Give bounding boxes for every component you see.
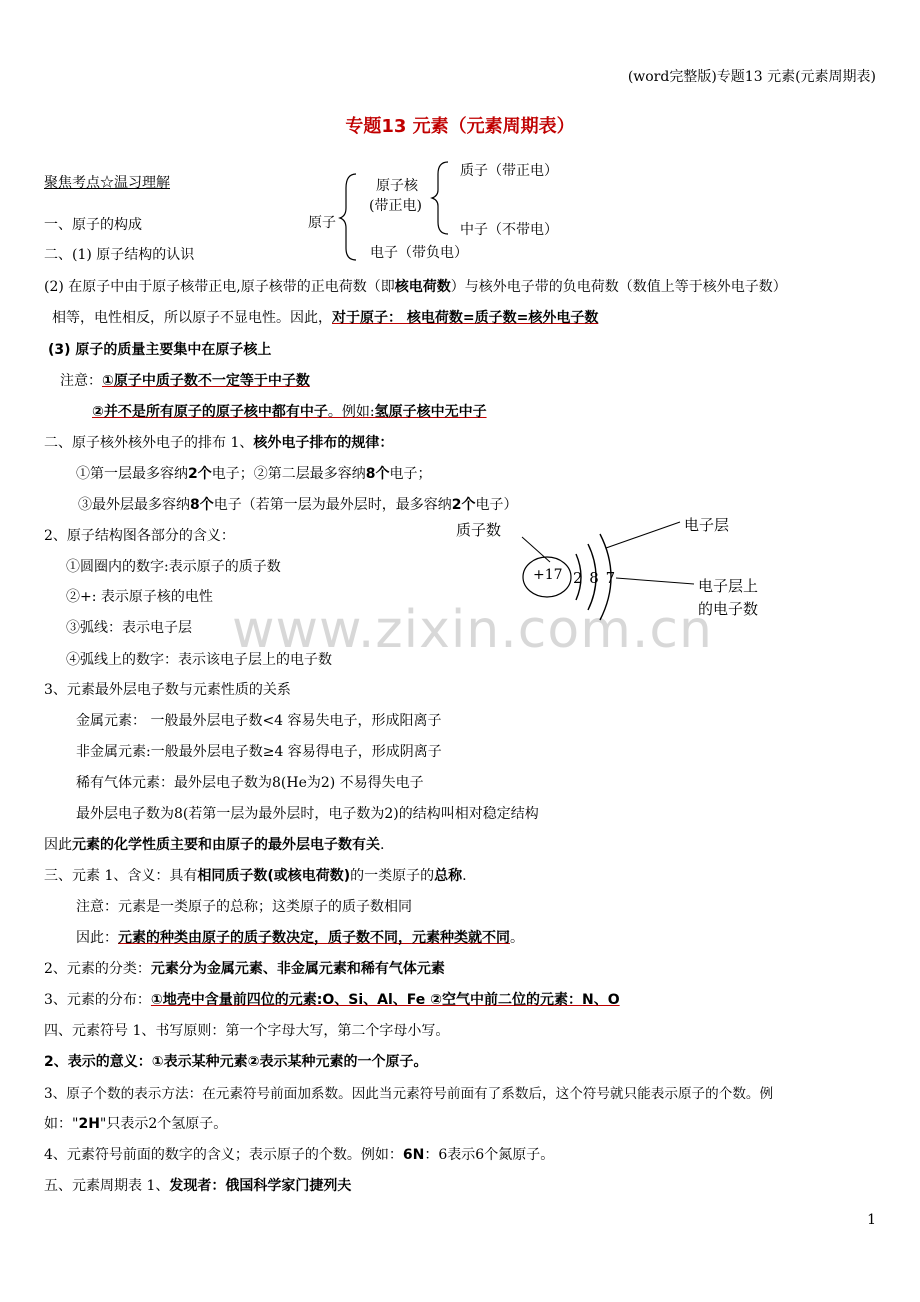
text-underlined: 。例如: bbox=[327, 404, 375, 420]
text-line bbox=[44, 276, 787, 296]
text-bold-underlined: 氢原子核中无中子 bbox=[374, 404, 487, 420]
text-segment: 二、原子核外核外电子的排布 1、 bbox=[44, 435, 254, 451]
text-segment: ①第一层最多容纳 bbox=[76, 466, 188, 482]
text-line bbox=[44, 865, 467, 885]
text-bold: 8个 bbox=[365, 466, 390, 482]
text-segment: 五、元素周期表 1、 bbox=[44, 1178, 170, 1194]
watermark: www.zixin.com.cn bbox=[232, 600, 713, 660]
text-line bbox=[60, 370, 310, 390]
text-line: 3、原子个数的表示方法：在元素符号前面加系数。因此当元素符号前面有了系数后，这个符号就只能表示原子的个数。例 bbox=[44, 1086, 774, 1102]
text-segment: 电子； bbox=[389, 466, 432, 482]
text-bold-underlined: 对于原子： 核电荷数=质子数=核外电子数 bbox=[332, 310, 599, 326]
tree-nucleus-label: 原子核 bbox=[376, 178, 418, 194]
text-line: ②+: 表示原子核的电性 bbox=[66, 589, 213, 605]
text-line: ④弧线上的数字：表示该电子层上的电子数 bbox=[66, 652, 332, 668]
text-line bbox=[52, 307, 598, 327]
text-segment: 三、元素 1、含义：具有 bbox=[44, 868, 198, 884]
text-segment: . bbox=[462, 868, 467, 884]
nucleus-number: +17 bbox=[533, 567, 563, 583]
text-line: 稀有气体元素：最外层电子数为8(He为2) 不易得失电子 bbox=[76, 775, 424, 791]
text-line: 二、(1) 原子结构的认识 bbox=[44, 247, 195, 263]
text-segment: (2) 在原子中由于原子核带正电,原子核带的正电荷数（即 bbox=[44, 279, 395, 295]
tree-neutron: 中子（不带电） bbox=[460, 222, 558, 238]
text-bold: 发现者：俄国科学家门捷列夫 bbox=[169, 1178, 352, 1194]
text-segment: 4、元素符号前面的数字的含义；表示原子的个数。例如： bbox=[44, 1147, 403, 1163]
text-line: 四、元素符号 1、书写原则：第一个字母大写，第二个字母小写。 bbox=[44, 1023, 450, 1039]
tree-nucleus-charge: (带正电) bbox=[369, 198, 422, 214]
text-line: 最外层电子数为8(若第一层为最外层时，电子数为2)的结构叫相对稳定结构 bbox=[76, 806, 539, 822]
text-line bbox=[76, 927, 524, 947]
text-line bbox=[44, 1113, 227, 1133]
diagram-shell-label: 电子层 bbox=[684, 516, 730, 534]
text-segment: 3、元素的分布： bbox=[44, 992, 151, 1008]
text-segment: 相等，电性相反，所以原子不显电性。因此， bbox=[52, 310, 332, 326]
text-line bbox=[92, 401, 487, 421]
text-line: 2、原子结构图各部分的含义： bbox=[44, 528, 235, 544]
text-bold: 2个 bbox=[451, 497, 476, 513]
text-segment: "只表示2个氢原子。 bbox=[99, 1116, 228, 1132]
text-line: 非金属元素:一般最外层电子数≥4 容易得电子，形成阴离子 bbox=[76, 744, 442, 760]
tree-root-atom: 原子 bbox=[308, 215, 336, 231]
text-segment: 如：" bbox=[44, 1116, 79, 1132]
section-heading: 聚焦考点☆温习理解 bbox=[44, 175, 170, 191]
text-bold: 2个 bbox=[188, 466, 212, 482]
pointer-shell bbox=[606, 522, 680, 548]
page-number: 1 bbox=[867, 1212, 876, 1228]
text-bold: 总称 bbox=[434, 868, 463, 884]
text-line: 2、表示的意义：①表示某种元素②表示某种元素的一个原子。 bbox=[44, 1054, 428, 1070]
page-header: (word完整版)专题13 元素(元素周期表) bbox=[627, 69, 876, 85]
diagram-shell-electrons-label-2: 的电子数 bbox=[698, 600, 759, 618]
text-line bbox=[44, 958, 445, 978]
text-bold: 元素分为金属元素、非金属元素和稀有气体元素 bbox=[150, 961, 445, 977]
text-bold-underlined: ①原子中质子数不一定等于中子数 bbox=[102, 373, 310, 389]
text-bold: 8个 bbox=[190, 497, 214, 513]
text-segment: 因此： bbox=[76, 930, 118, 946]
text-segment: ）与核外电子带的负电荷数（数值上等于核外电子数） bbox=[450, 279, 787, 295]
text-bold-underlined: ①地壳中含量前四位的元素:O、Si、Al、Fe ②空气中前二位的元素：N、O bbox=[150, 992, 620, 1008]
text-segment: 因此 bbox=[44, 837, 72, 853]
text-segment: 。 bbox=[510, 930, 524, 946]
text-bold: 元素的化学性质主要和由原子的最外层电子数有关 bbox=[72, 837, 380, 853]
text-line bbox=[44, 989, 620, 1009]
text-line bbox=[44, 834, 384, 854]
text-line bbox=[78, 494, 518, 514]
text-line bbox=[76, 463, 432, 483]
text-line bbox=[44, 432, 393, 452]
text-segment: 的一类原子的 bbox=[350, 868, 435, 884]
text-line: (3) 原子的质量主要集中在原子核上 bbox=[48, 342, 272, 358]
text-segment: ：6表示6个氮原子。 bbox=[424, 1147, 555, 1163]
text-line bbox=[44, 1175, 351, 1195]
tree-proton: 质子（带正电） bbox=[460, 163, 558, 179]
text-bold-underlined: ②并不是所有原子的原子核中都有中子 bbox=[92, 404, 328, 420]
text-segment: 电子；②第二层最多容纳 bbox=[211, 466, 366, 482]
shell-numbers: 2 8 7 bbox=[573, 569, 616, 587]
text-bold-underlined: 元素的种类由原子的质子数决定，质子数不同，元素种类就不同 bbox=[118, 930, 510, 946]
text-bold: 相同质子数(或核电荷数) bbox=[197, 868, 351, 884]
text-segment: 电子） bbox=[475, 497, 518, 513]
text-line: 一、原子的构成 bbox=[44, 217, 142, 233]
tree-brace-left bbox=[340, 172, 360, 262]
document-title: 专题13 元素（元素周期表） bbox=[345, 116, 575, 137]
text-segment: ③最外层最多容纳 bbox=[78, 497, 190, 513]
text-segment: 注意： bbox=[60, 373, 102, 389]
text-segment: 电子（若第一层为最外层时，最多容纳 bbox=[213, 497, 452, 513]
text-line: ①圆圈内的数字:表示原子的质子数 bbox=[66, 559, 281, 575]
text-bold: 核电荷数 bbox=[394, 279, 451, 295]
tree-brace-right bbox=[432, 160, 452, 236]
text-line: 注意：元素是一类原子的总称；这类原子的质子数相同 bbox=[76, 899, 412, 915]
text-line: 3、元素最外层电子数与元素性质的关系 bbox=[44, 682, 291, 698]
text-bold: 核外电子排布的规律： bbox=[253, 435, 394, 451]
text-bold: 2H bbox=[78, 1116, 100, 1132]
pointer-proton-count bbox=[522, 537, 550, 562]
text-line: 金属元素： 一般最外层电子数<4 容易失电子，形成阳离子 bbox=[76, 713, 442, 729]
tree-electron: 电子（带负电） bbox=[370, 245, 468, 261]
text-bold: 6N bbox=[402, 1147, 425, 1163]
text-segment: . bbox=[380, 837, 385, 853]
text-line: ③弧线：表示电子层 bbox=[66, 620, 192, 636]
text-line bbox=[44, 1144, 554, 1164]
diagram-shell-electrons-label-1: 电子层上 bbox=[698, 577, 759, 595]
text-segment: 2、元素的分类： bbox=[44, 961, 151, 977]
pointer-shell-electrons bbox=[616, 578, 694, 584]
diagram-proton-count-label: 质子数 bbox=[456, 521, 502, 539]
